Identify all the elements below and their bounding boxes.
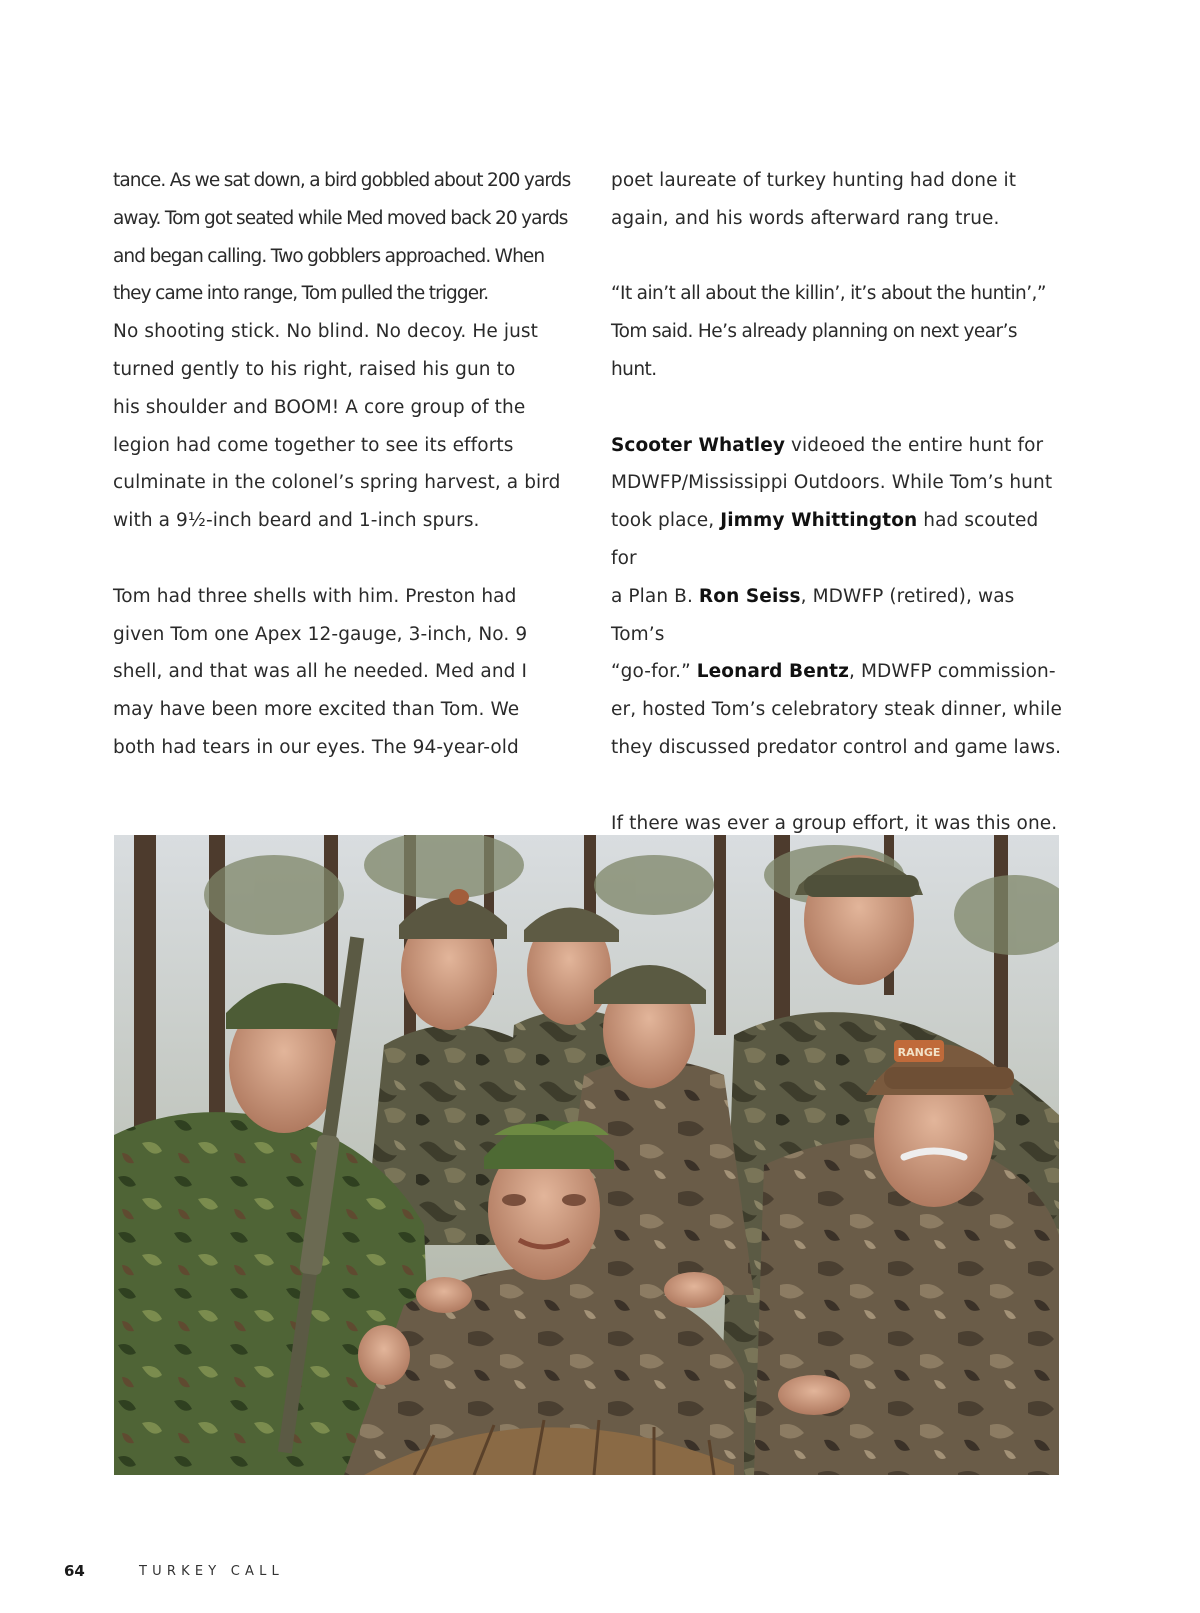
text-line [611,435,1043,456]
text-line: If there was ever a group effort, it was this one. [611,812,1058,834]
text-fragment: a Plan B. [611,585,699,607]
text-line: turned gently to his right, raised his gun to [113,358,516,380]
paragraph-shot [113,313,575,540]
article-right-column [611,162,1066,918]
article-left-column [113,162,575,767]
text-line: his shoulder and BOOM! A core group of the [113,396,526,418]
text-line: MDWFP/Mississippi Outdoors. While Tom’s hunt [611,472,1053,494]
text-line: legion had come together to see its efforts [113,434,514,456]
photo-illustration [114,835,1059,1475]
text-line: poet laureate of turkey hunting had done it [611,170,1017,191]
text-line [611,586,1014,645]
page-number: 64 [64,1562,85,1580]
text-line [611,661,1056,682]
group-hunters-photo [114,835,1059,1475]
text-line: Tom had three shells with him. Preston had [113,585,517,607]
paragraph-gap [611,767,1066,805]
text-line: tance. As we sat down, a bird gobbled about 200 yards [113,170,571,191]
credit-name-ron: Ron Seiss [698,585,801,607]
paragraph-credits [611,427,1066,767]
text-line: Tom said. He’s already planning on next year’s hunt. [611,321,1017,380]
paragraph-gap [611,389,1066,427]
text-fragment: , MDWFP commission- [849,661,1056,683]
text-line: No shooting stick. No blind. No decoy. He just [113,321,539,343]
text-line: they came into range, Tom pulled the trigger. [113,283,489,305]
text-fragment: videoed the entire hunt for [785,434,1044,456]
text-line: both had tears in our eyes. The 94-year-old [113,736,519,758]
text-fragment: , MDWFP (retired), was Tom’s [611,585,1015,645]
credit-name-jimmy: Jimmy Whittington [720,510,918,532]
text-line: they discussed predator control and game laws. [611,736,1062,758]
text-line: “It ain’t all about the killin’, it’s about the huntin’,” [611,283,1046,305]
paragraph-continued [113,162,575,313]
text-fragment: took place, [611,510,721,532]
text-line: away. Tom got seated while Med moved back 20 yards [113,207,568,229]
paragraph-gap [113,540,575,578]
text-fragment: had scouted for [611,510,1039,569]
text-line: again, and his words afterward rang true. [611,207,1000,229]
text-line: and began calling. Two gobblers approached. When [113,245,545,267]
text-line: may have been more excited than Tom. We [113,699,520,721]
paragraph-quote [611,275,1066,388]
text-line [611,510,1038,569]
text-line: given Tom one Apex 12-gauge, 3-inch, No. 9 [113,623,528,645]
hat-logo-text: RANGE [897,1046,941,1059]
text-line: shell, and that was all he needed. Med and I [113,661,528,683]
text-line: er, hosted Tom’s celebratory steak dinner, while [611,699,1062,721]
paragraph-poet [611,162,1066,238]
text-fragment: “go-for.” [611,661,697,683]
text-line: with a 9½-inch beard and 1-inch spurs. [113,510,480,532]
text-line: culminate in the colonel’s spring harvest, a bird [113,472,561,494]
magazine-name: TURKEY CALL [139,1564,284,1579]
credit-name-scooter: Scooter Whatley [611,434,786,456]
paragraph-gap [611,238,1066,276]
paragraph-shells [113,578,575,767]
credit-name-leonard: Leonard Bentz [696,661,849,683]
